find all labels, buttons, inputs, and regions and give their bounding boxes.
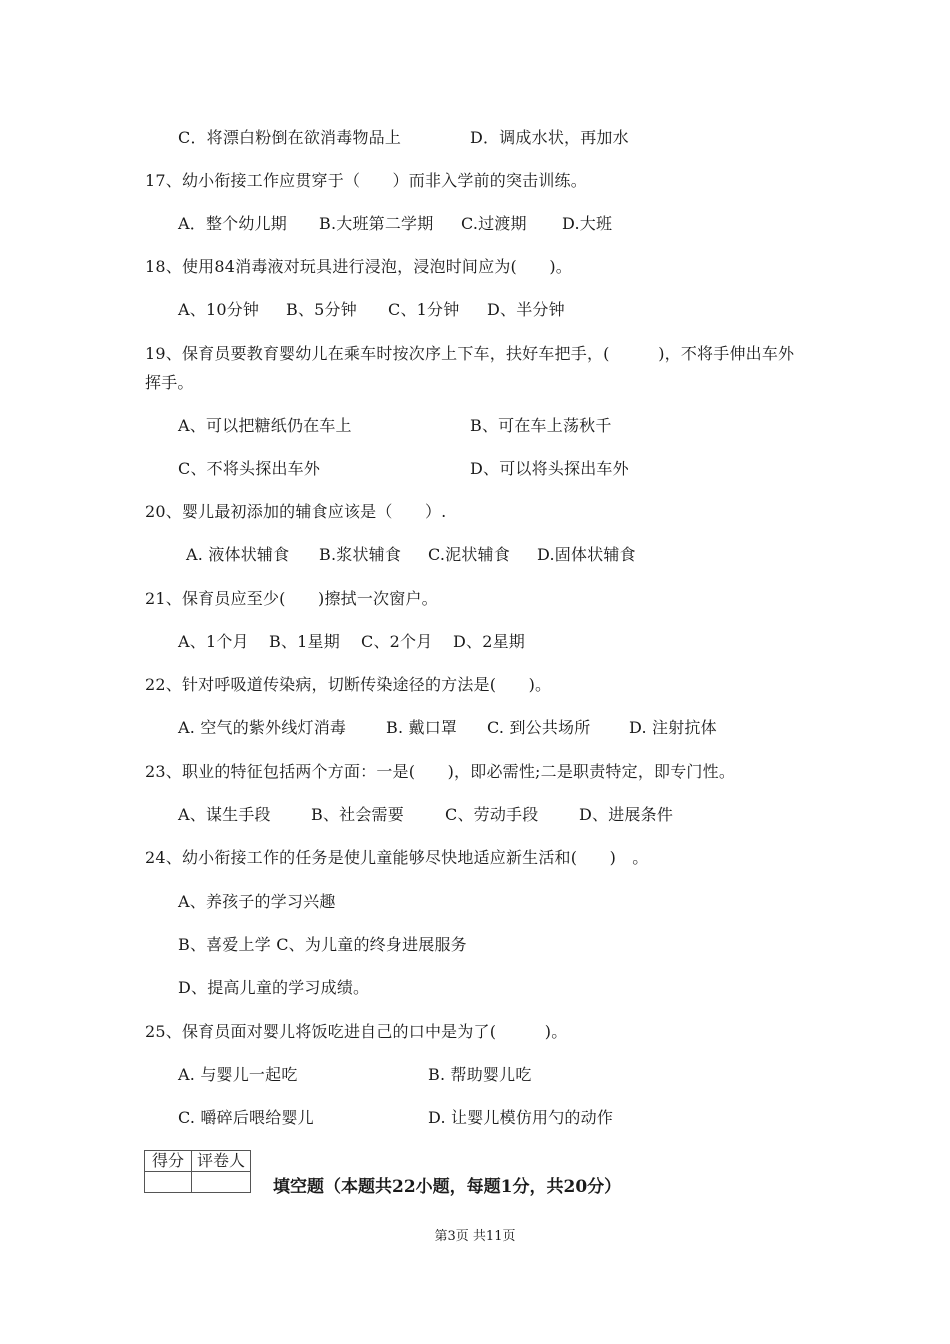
option-20a: A. 液体状辅食	[186, 545, 290, 564]
option-23c: C、劳动手段	[445, 805, 539, 824]
option-21d: D、2星期	[453, 632, 526, 651]
option-17a: A．整个幼儿期	[178, 214, 287, 233]
option-22b: B. 戴口罩	[386, 718, 458, 737]
option-17c: C.过渡期	[461, 214, 527, 233]
option-18a: A、10分钟	[178, 300, 260, 319]
option-23b: B、社会需要	[311, 805, 404, 824]
option-21c: C、2个月	[361, 632, 433, 651]
option-24b: B、喜爱上学 C、为儿童的终身进展服务	[178, 935, 467, 954]
option-25c: C. 嚼碎后喂给婴儿	[178, 1108, 314, 1127]
option-16c: C．将漂白粉倒在欲消毒物品上	[178, 128, 402, 147]
question-17: 17、幼小衔接工作应贯穿于（ ）而非入学前的突击训练。	[145, 171, 587, 190]
score-table	[144, 1150, 251, 1193]
option-25b: B. 帮助婴儿吃	[428, 1065, 532, 1084]
option-17b: B.大班第二学期	[319, 214, 434, 233]
question-20: 20、婴儿最初添加的辅食应该是（ ）.	[145, 502, 447, 521]
question-19: 19、保育员要教育婴幼儿在乘车时按次序上下车，扶好车把手，( )，不将手伸出车外	[145, 344, 795, 363]
option-19a: A、可以把糖纸仍在车上	[178, 416, 352, 435]
question-25: 25、保育员面对婴儿将饭吃进自己的口中是为了( )。	[145, 1022, 568, 1041]
option-17d: D.大班	[562, 214, 613, 233]
option-25d: D. 让婴儿模仿用勺的动作	[428, 1108, 614, 1127]
option-20b: B.浆状辅食	[319, 545, 402, 564]
option-16d: D．调成水状，再加水	[470, 128, 629, 147]
option-22c: C. 到公共场所	[487, 718, 591, 737]
option-18b: B、5分钟	[286, 300, 357, 319]
question-23: 23、职业的特征包括两个方面：一是( )，即必需性;二是职责特定，即专门性。	[145, 762, 736, 781]
option-25a: A. 与婴儿一起吃	[178, 1065, 298, 1084]
question-22: 22、针对呼吸道传染病，切断传染途径的方法是( )。	[145, 675, 552, 694]
page-footer: 第3页 共11页	[434, 1229, 516, 1244]
score-label: 得分	[145, 1151, 192, 1172]
question-24: 24、幼小衔接工作的任务是使儿童能够尽快地适应新生活和( ) 。	[145, 848, 649, 867]
option-24a: A、养孩子的学习兴趣	[178, 892, 336, 911]
option-23a: A、谋生手段	[178, 805, 271, 824]
option-22d: D. 注射抗体	[629, 718, 717, 737]
question-21: 21、保育员应至少( )擦拭一次窗户。	[145, 589, 438, 608]
option-19c: C、不将头探出车外	[178, 459, 321, 478]
option-23d: D、进展条件	[579, 805, 674, 824]
option-20c: C.泥状辅食	[428, 545, 510, 564]
section-title: 填空题（本题共22小题，每题1分，共20分）	[273, 1177, 622, 1197]
option-24d: D、提高儿童的学习成绩。	[178, 978, 370, 997]
option-22a: A. 空气的紫外线灯消毒	[178, 718, 347, 737]
grader-cell	[192, 1172, 251, 1193]
option-21b: B、1星期	[269, 632, 340, 651]
option-19d: D、可以将头探出车外	[470, 459, 629, 478]
score-cell	[145, 1172, 192, 1193]
option-21a: A、1个月	[178, 632, 249, 651]
question-18: 18、使用84消毒液对玩具进行浸泡，浸泡时间应为( )。	[145, 257, 573, 276]
option-18d: D、半分钟	[487, 300, 565, 319]
grader-label: 评卷人	[192, 1151, 251, 1172]
option-19b: B、可在车上荡秋千	[470, 416, 612, 435]
question-19-continued: 挥手。	[145, 373, 194, 392]
option-18c: C、1分钟	[388, 300, 460, 319]
option-20d: D.固体状辅食	[537, 545, 636, 564]
